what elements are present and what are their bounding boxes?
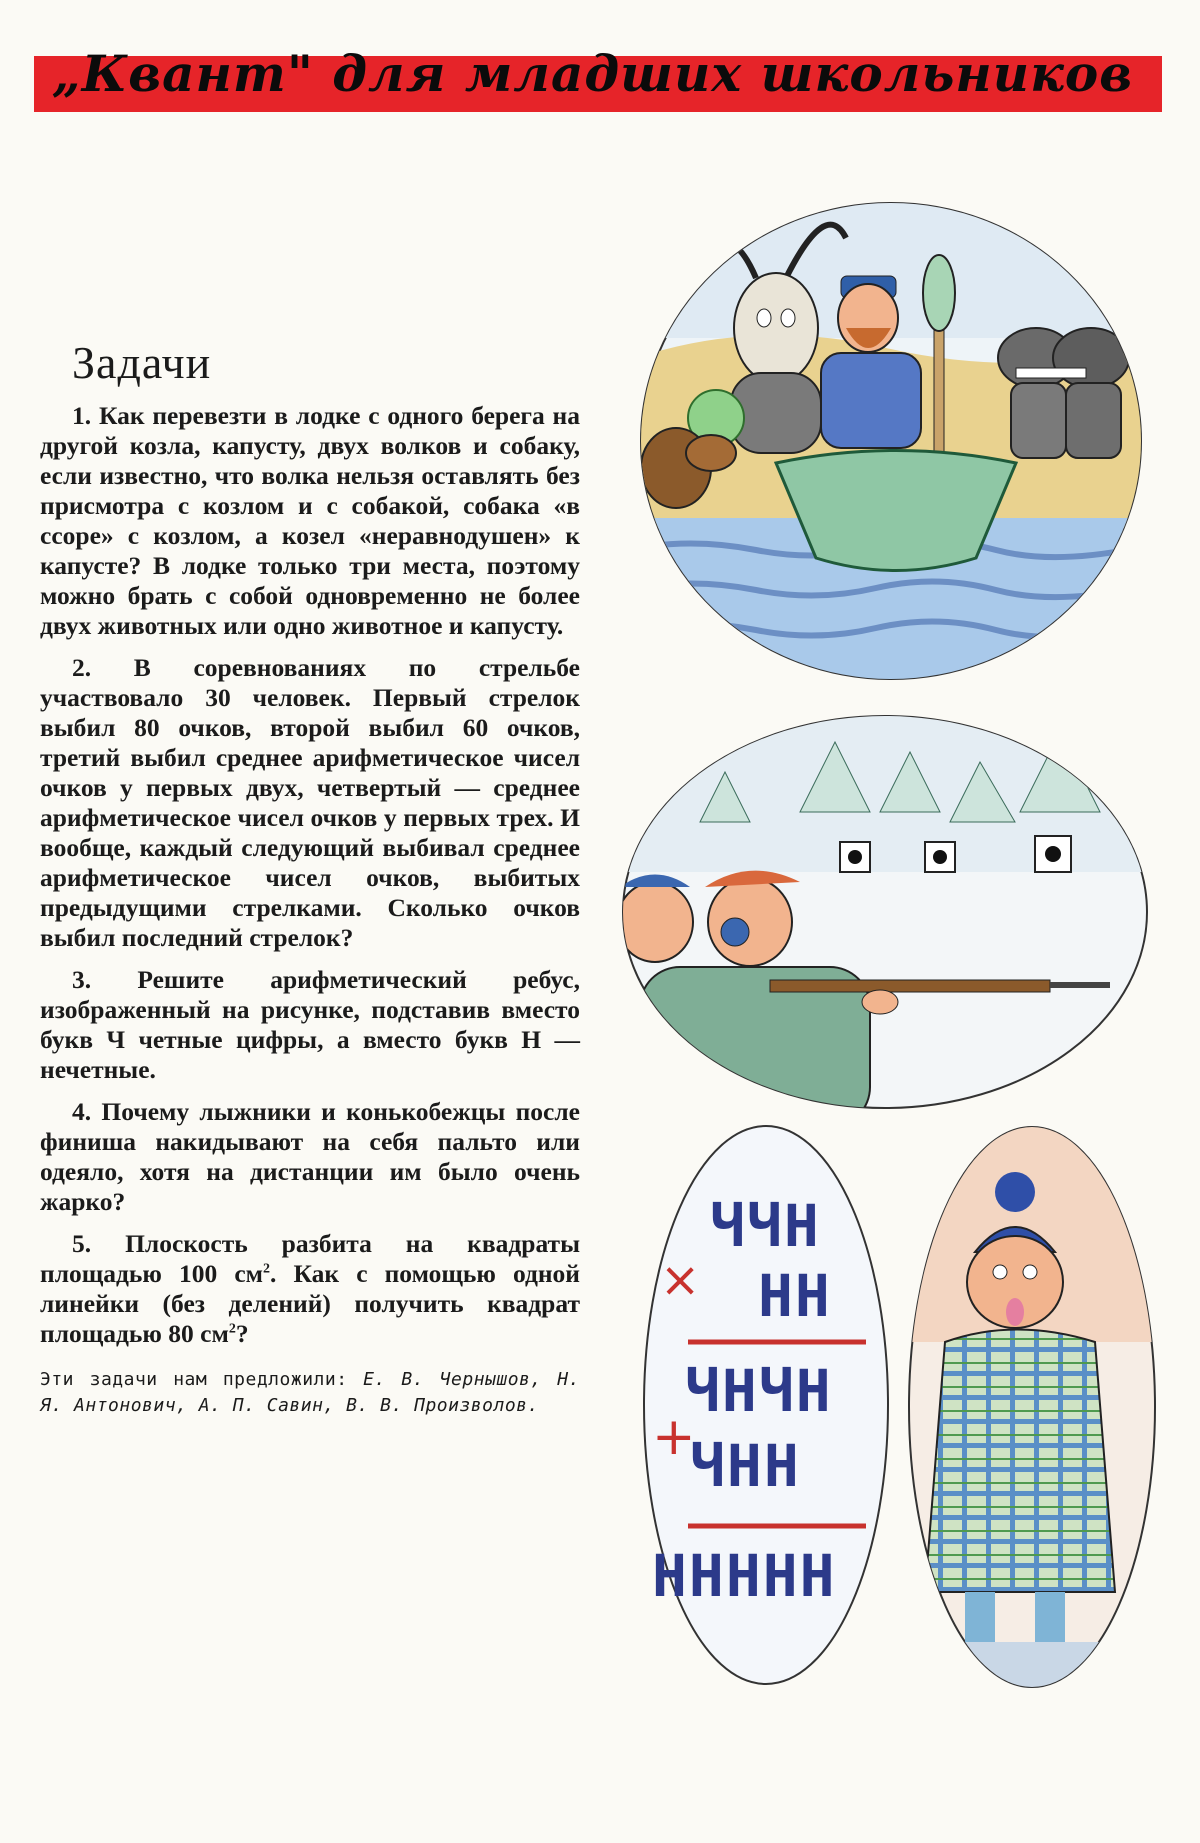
problem-4	[40, 1097, 580, 1217]
boat-illustration	[636, 198, 1146, 684]
superscript: 2	[228, 1321, 236, 1337]
section-heading: Задачи	[72, 337, 212, 388]
rebus-row-3: ЧНЧН	[685, 1357, 833, 1425]
problem-1	[40, 401, 580, 641]
skater-illustration	[905, 1122, 1160, 1692]
credits-lead: Эти задачи нам предложили:	[40, 1369, 364, 1390]
problem-text: Решите арифметический ребус, изображенный на рисунке, подставив вместо букв Ч четные цифры, а вместо букв Н — нечетные.	[40, 965, 581, 1084]
banner-title: „Квант" для младших школьников	[52, 44, 1134, 103]
rebus-plus-sign: +	[652, 1407, 696, 1467]
problem-text: Как перевезти в лодке с одного берега на другой козла, капусту, двух волков и собаку, если известно, что волка нельзя оставлять без присмотра с козлом и с собакой, собака «в ссоре» с козлом, а козел «неравнодушен» к капусте? В лодке только три места, поэтому можно брать с собой одновременно не более двух животных или одно животное и капусту.	[40, 401, 581, 640]
problem-number: 1.	[72, 401, 92, 430]
problem-5	[40, 1229, 580, 1349]
superscript: 2	[263, 1261, 271, 1277]
shooting-illustration	[620, 712, 1150, 1112]
credits	[40, 1367, 580, 1419]
problem-2	[40, 653, 580, 953]
problem-text: ?	[235, 1319, 249, 1348]
rebus-row-2: НН	[758, 1262, 832, 1330]
rebus-row-4: ЧНН	[690, 1432, 801, 1500]
rebus-times-sign: ×	[660, 1252, 701, 1308]
problem-text: . Как с помощью одной линейки (без делений) получить квадрат площадью 80 см	[40, 1259, 580, 1348]
problem-number: 2.	[72, 653, 92, 682]
problem-number: 4.	[72, 1097, 92, 1126]
credits-names: Е. В. Чернышов, Н. Я. Антонович, А. П. Савин, В. В. Произволов.	[40, 1369, 580, 1416]
rebus-illustration	[640, 1122, 892, 1688]
problem-3	[40, 965, 580, 1085]
text-column	[40, 336, 580, 1437]
problem-number: 3.	[72, 965, 92, 994]
rebus-row-1: ЧЧН	[710, 1192, 821, 1260]
rebus-row-5: ННННН	[652, 1542, 837, 1610]
problem-text: В соревнованиях по стрельбе участвовало 30 человек. Первый стрелок выбил 80 очков, второй выбил 60 очков, третий выбил среднее арифметическое чисел очков у первых двух, четвертый — среднее арифметическое чисел очков у первых трех. И вообще, каждый следующий выбивал среднее арифметическое чисел очков, выбитых предыдущими стрелками. Сколько очков выбил последний стрелок?	[40, 653, 581, 952]
problem-text: Плоскость разбита на квадраты площадью 100 см	[40, 1229, 580, 1288]
problem-number: 5.	[72, 1229, 92, 1258]
problem-text: Почему лыжники и конькобежцы после финиша накидывают на себя пальто или одеяло, хотя на дистанции им было очень жарко?	[40, 1097, 581, 1216]
